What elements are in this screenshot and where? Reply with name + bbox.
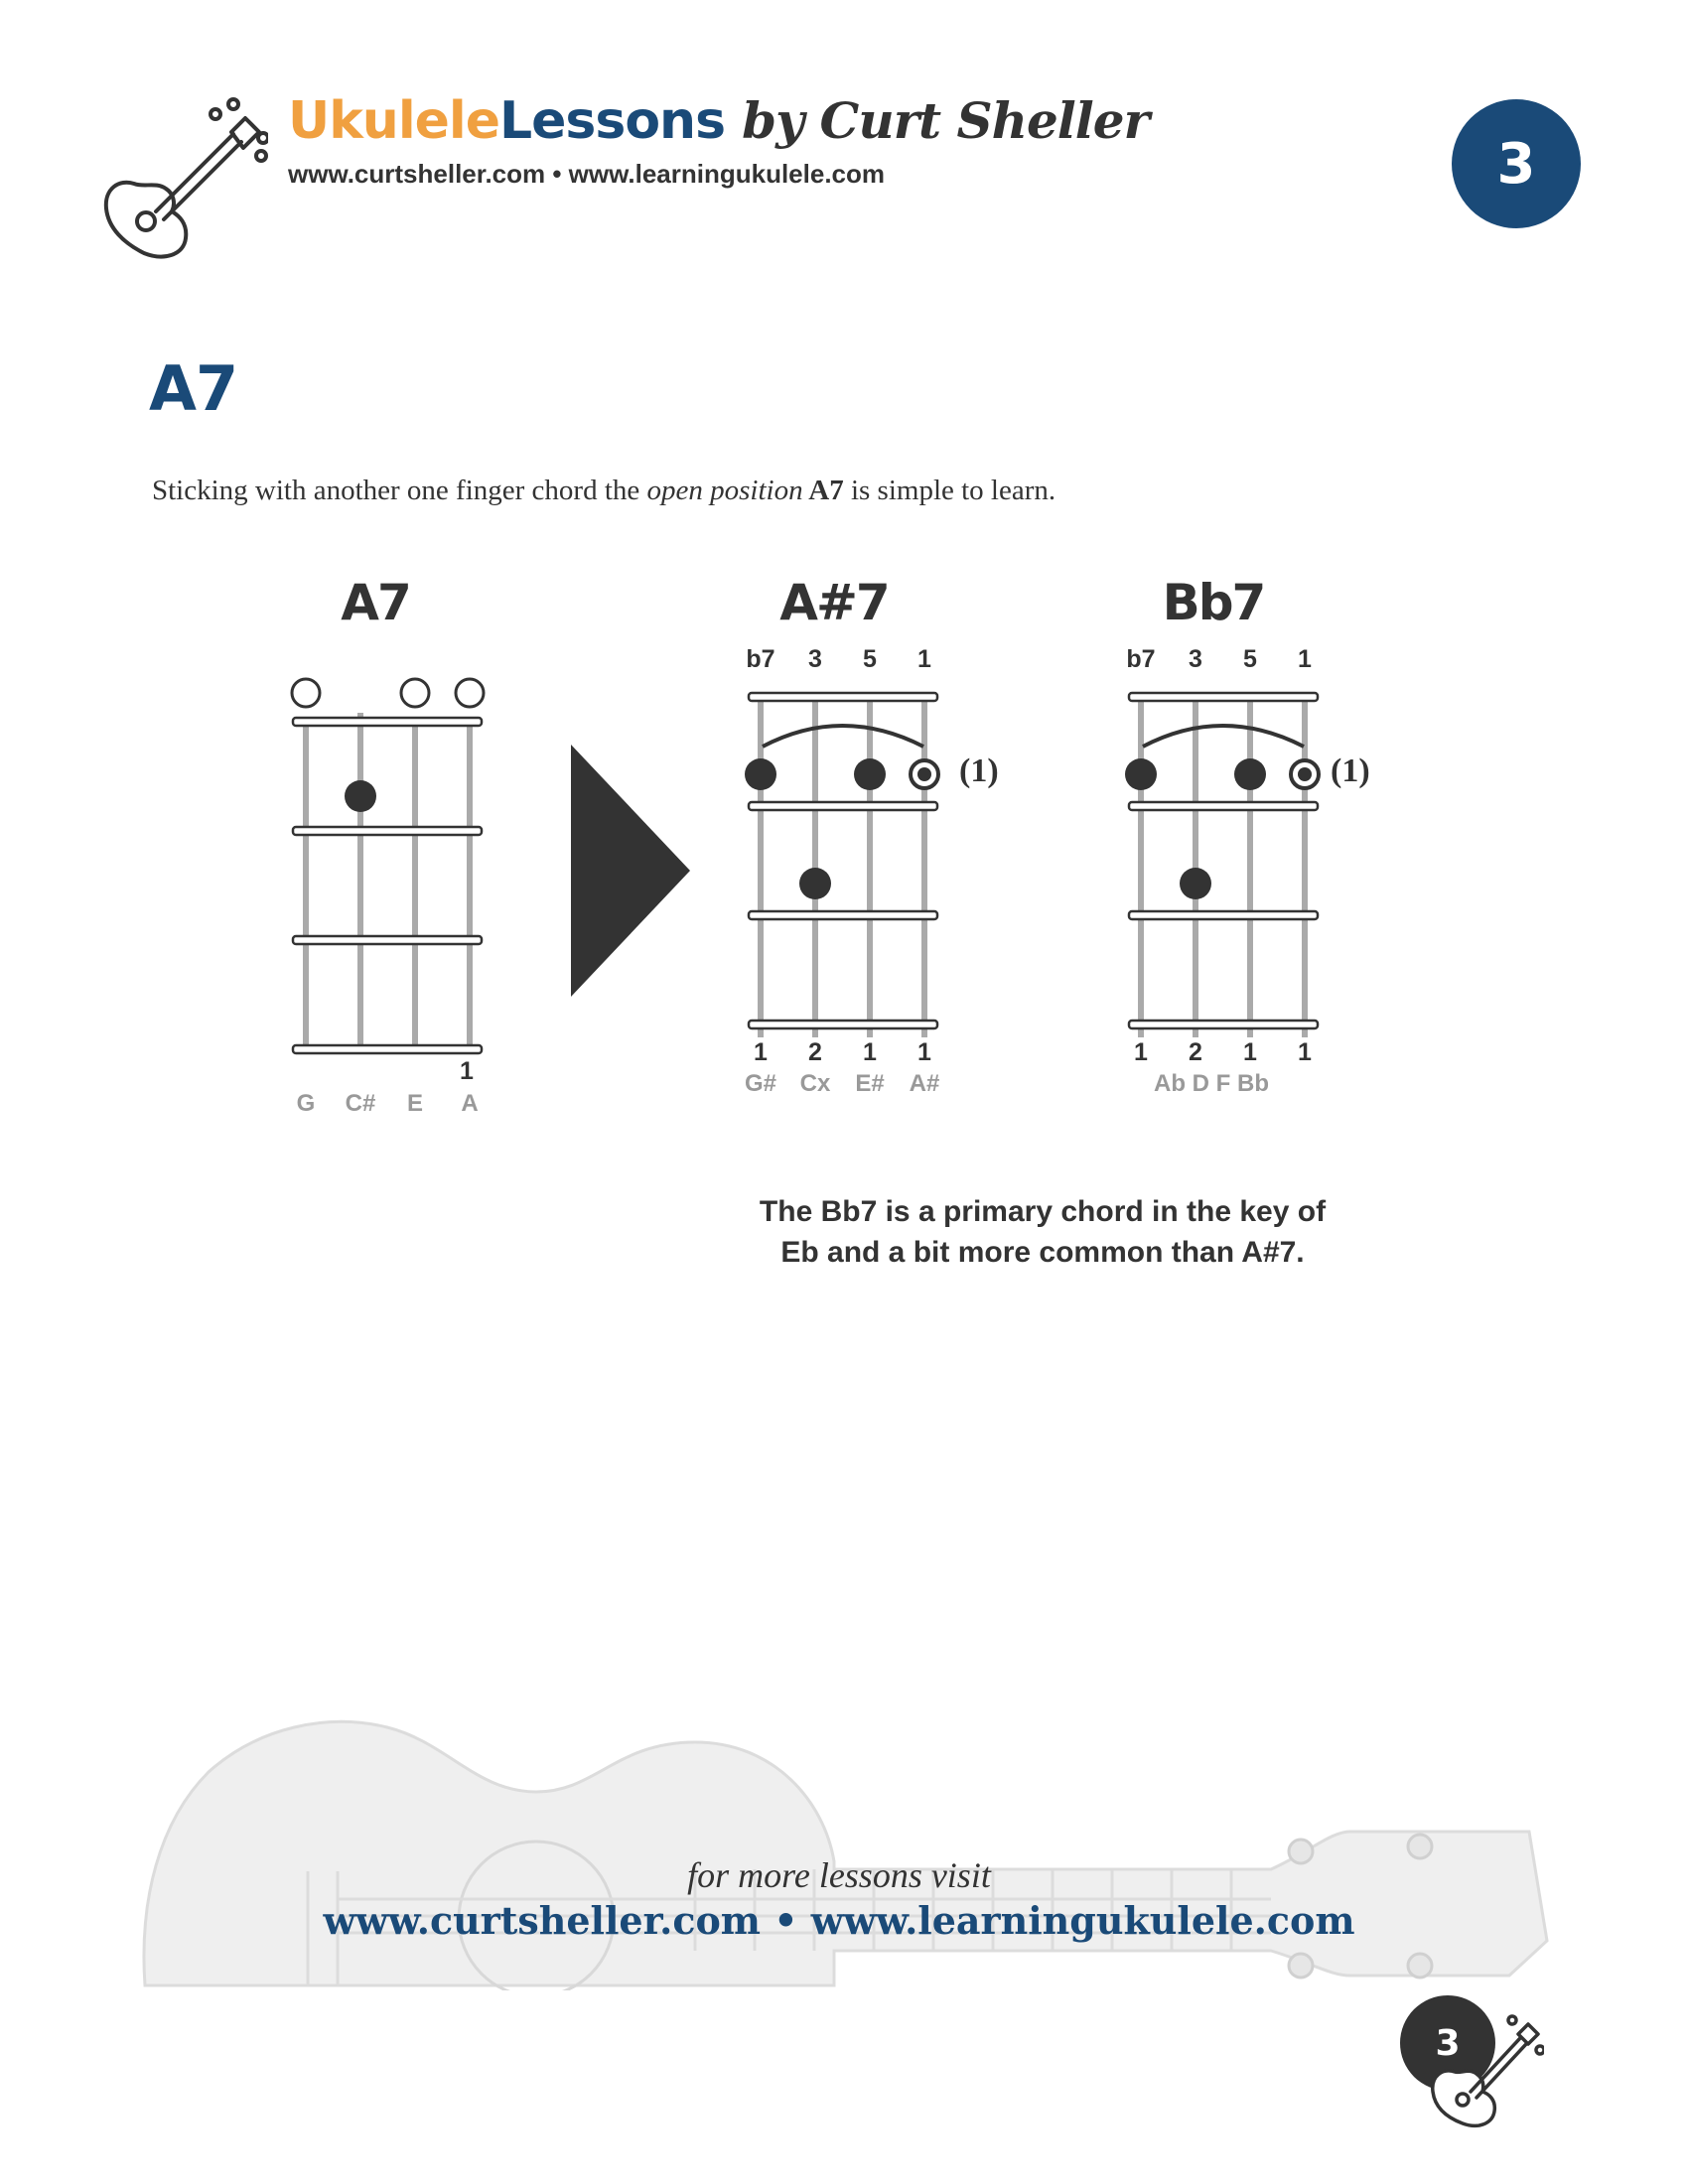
chord-name-bb7: Bb7 — [1162, 574, 1265, 631]
bb7-finger: 2 — [1189, 1038, 1202, 1066]
bb7-barre-arc — [1143, 726, 1304, 747]
caption-line-1: The Bb7 is a primary chord in the key of — [759, 1195, 1327, 1228]
a7-note-g: G — [296, 1090, 316, 1117]
intro-paragraph — [152, 475, 1055, 507]
as7-interval: 5 — [863, 645, 877, 673]
ukulele-watermark-icon — [139, 1703, 1549, 1990]
chord-name-as7: A#7 — [779, 574, 889, 631]
a7-fret — [293, 936, 482, 944]
as7-finger-dot — [854, 758, 886, 790]
footer-urls-link[interactable]: www.curtsheller.com • www.learningukulele.com — [323, 1898, 1355, 1943]
bb7-finger-dot — [1125, 758, 1157, 790]
brand-author: by Curt Sheller — [742, 91, 1149, 150]
bb7-root-dot-center — [1298, 767, 1312, 781]
bb7-fret — [1129, 911, 1318, 919]
as7-note: A# — [909, 1070, 940, 1097]
brand-lessons: Lessons — [499, 91, 726, 151]
a7-note-a: A — [461, 1090, 479, 1117]
a7-open-string-marker — [401, 679, 429, 707]
footer-page-badge: 3 — [1400, 1995, 1495, 2091]
as7-finger-dot — [799, 868, 831, 899]
as7-fret — [749, 911, 937, 919]
as7-fret — [749, 693, 937, 701]
bb7-interval: b7 — [1126, 645, 1156, 673]
chord-diagram-as7 — [735, 685, 953, 1042]
caption-line-2: Eb and a bit more common than A#7. — [780, 1236, 1305, 1269]
bb7-fret — [1129, 802, 1318, 810]
as7-interval: 1 — [917, 645, 931, 673]
a7-fret — [293, 827, 482, 835]
as7-note: E# — [855, 1070, 885, 1097]
a7-open-string-marker — [456, 679, 484, 707]
bb7-interval: 1 — [1298, 645, 1312, 673]
chord-name-a7: A7 — [341, 574, 410, 631]
intro-italic: open position — [646, 475, 803, 506]
a7-fret — [293, 1045, 482, 1053]
bb7-finger: 1 — [1134, 1038, 1148, 1066]
bb7-fret — [1129, 693, 1318, 701]
brand-title — [288, 91, 1149, 151]
page-number-badge: 3 — [1452, 99, 1581, 228]
as7-fret — [749, 1021, 937, 1028]
bb7-finger-dot — [1180, 868, 1211, 899]
intro-text-a: Sticking with another one finger chord the — [152, 475, 647, 506]
bb7-finger: 1 — [1298, 1038, 1312, 1066]
chord-caption — [695, 1191, 1390, 1273]
as7-root-marker: (1) — [959, 752, 999, 789]
as7-interval: 3 — [808, 645, 822, 673]
a7-nut — [293, 718, 482, 726]
intro-bold: A7 — [802, 475, 844, 506]
small-ukulele-icon — [1425, 2000, 1544, 2129]
footer-visit-text: for more lessons visit — [687, 1855, 991, 1895]
as7-note: Cx — [799, 1070, 831, 1097]
intro-text-b: is simple to learn. — [843, 475, 1056, 506]
as7-finger: 1 — [917, 1038, 931, 1066]
bb7-fret — [1129, 1021, 1318, 1028]
as7-barre-arc — [763, 726, 923, 747]
header-urls: www.curtsheller.com • www.learningukulele.com — [288, 159, 886, 189]
bb7-interval: 3 — [1189, 645, 1202, 673]
a7-open-string-marker — [292, 679, 320, 707]
as7-note: G# — [744, 1070, 776, 1097]
arrow-right-icon — [571, 745, 695, 998]
a7-note-cs: C# — [345, 1090, 376, 1117]
ukulele-logo-icon — [94, 94, 268, 268]
a7-finger-dot — [345, 780, 376, 812]
bb7-interval: 5 — [1243, 645, 1257, 673]
as7-finger: 1 — [754, 1038, 768, 1066]
as7-root-dot-center — [917, 767, 931, 781]
brand-ukulele: Ukulele — [288, 91, 500, 151]
bb7-notes: Ab D F Bb — [1154, 1070, 1269, 1097]
bb7-finger-dot — [1234, 758, 1266, 790]
as7-fret — [749, 802, 937, 810]
chord-diagram-a7 — [278, 665, 496, 1062]
bb7-finger: 1 — [1243, 1038, 1257, 1066]
chord-diagram-bb7 — [1115, 685, 1334, 1042]
a7-finger-number: 1 — [460, 1057, 474, 1085]
as7-finger-dot — [745, 758, 776, 790]
as7-interval: b7 — [746, 645, 775, 673]
section-heading: A7 — [149, 352, 238, 425]
as7-finger: 1 — [863, 1038, 877, 1066]
a7-note-e: E — [406, 1090, 423, 1117]
as7-finger: 2 — [808, 1038, 822, 1066]
bb7-root-marker: (1) — [1331, 752, 1370, 789]
